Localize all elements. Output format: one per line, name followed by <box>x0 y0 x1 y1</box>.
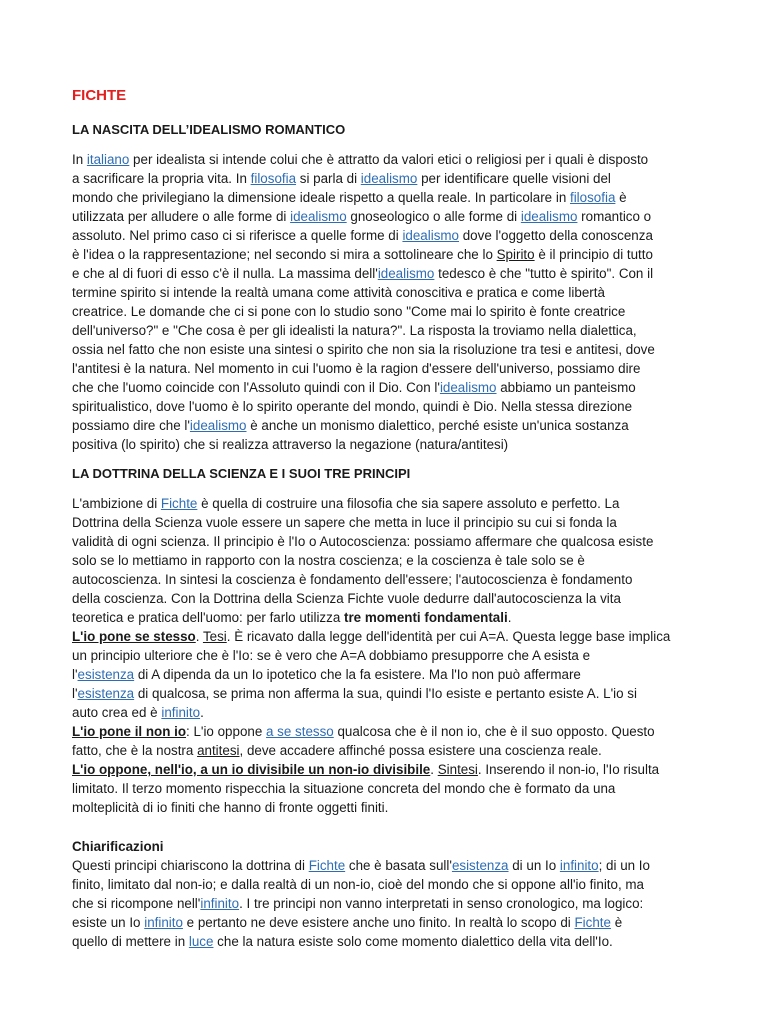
text-run: spiritualistico, dove l'uomo è lo spirito operante del mondo, quindi è Dio. Nella stessa direzione <box>72 399 633 414</box>
text-run: e pertanto ne deve esistere anche uno finito. In realtà lo scopo di <box>182 915 575 930</box>
text-run: L'ambizione di <box>72 496 161 511</box>
text-line <box>72 551 704 570</box>
text-line <box>72 665 704 684</box>
text-run: . <box>507 610 512 625</box>
text-line <box>72 150 704 169</box>
link-idealismo[interactable]: idealismo <box>439 380 497 395</box>
text-line <box>72 646 704 665</box>
principle-label: L'io pone il non io <box>72 724 187 739</box>
text-run: è quella di costruire una filosofia che sia sapere assoluto e perfetto. La <box>197 496 620 511</box>
text-line <box>72 207 704 226</box>
text-run: abbiamo un panteismo <box>496 380 636 395</box>
text-run: ; di un Io <box>598 858 650 873</box>
section-heading-nascita: LA NASCITA DELL’IDEALISMO ROMANTICO <box>72 122 346 137</box>
text-line <box>72 703 704 722</box>
text-run: esiste un Io <box>72 915 145 930</box>
text-run: dell'universo?" e "Che cosa è per gli idealisti la natura?". La risposta la troviamo nella dialettica, <box>72 323 637 338</box>
text-run: teoretica e pratica dell'uomo: per farlo utilizza <box>72 610 344 625</box>
text-run: a sacrificare la propria vita. In <box>72 171 251 186</box>
link-luce[interactable]: luce <box>188 934 214 949</box>
text-line <box>72 378 704 397</box>
text-run: di un Io <box>508 858 560 873</box>
text-run: . <box>200 705 204 720</box>
link-idealismo[interactable]: idealismo <box>189 418 247 433</box>
link-infinito[interactable]: infinito <box>200 896 240 911</box>
text-run: di A dipenda da un Io ipotetico che la fa esistere. Ma l'Io non può affermare <box>134 667 581 682</box>
link-italiano[interactable]: italiano <box>86 152 130 167</box>
link-esistenza[interactable]: esistenza <box>451 858 509 873</box>
text-run: che che l'uomo coincide con l'Assoluto quindi con il Dio. Con l' <box>72 380 440 395</box>
text-line <box>72 302 704 321</box>
text-run: Questi principi chiariscono la dottrina di <box>72 858 309 873</box>
principle-label: L'io pone se stesso <box>72 629 196 644</box>
principle-label: L'io oppone, nell'io, a un io divisibile un non-io divisibile <box>72 762 431 777</box>
link-idealismo[interactable]: idealismo <box>360 171 418 186</box>
text-run: assoluto. Nel primo caso ci si riferisce a quelle forme di <box>72 228 403 243</box>
text-run: e che al di fuori di esso c'è il nulla. La massima dell' <box>72 266 378 281</box>
document-body <box>72 86 704 961</box>
text-run: della coscienza. Con la Dottrina della Scienza Fichte vuole dedurre dall'autocoscienza la vita <box>72 591 621 606</box>
link-infinito[interactable]: infinito <box>559 858 599 873</box>
text-run: solo se lo mettiamo in rapporto con la nostra coscienza; e la coscienza è tale solo se è <box>72 553 585 568</box>
text-line <box>72 741 704 760</box>
link-idealismo[interactable]: idealismo <box>402 228 460 243</box>
link-a-se-stesso[interactable]: a se stesso <box>266 724 334 739</box>
text-run: In <box>72 152 87 167</box>
underlined-term: Tesi <box>202 629 227 644</box>
section-heading-dottrina: LA DOTTRINA DELLA SCIENZA E I SUOI TRE PRINCIPI <box>72 466 411 481</box>
text-run: un principio ulteriore che è l'Io: se è vero che A=A dobbiamo presupporre che A esista e <box>72 648 591 663</box>
text-line <box>72 856 704 875</box>
text-run: è anche un monismo dialettico, perché esiste un'unica sostanza <box>246 418 629 433</box>
text-run: che la natura esiste solo come momento dialettico della vita dell'Io. <box>213 934 613 949</box>
text-line <box>72 894 704 913</box>
link-esistenza[interactable]: esistenza <box>77 667 135 682</box>
text-run: l' <box>72 667 78 682</box>
text-run: : L'io oppone <box>186 724 267 739</box>
text-line <box>72 359 704 378</box>
text-run: che è basata sull' <box>345 858 452 873</box>
text-run: quello di mettere in <box>72 934 189 949</box>
paragraph-nascita <box>72 150 704 454</box>
text-line <box>72 913 704 932</box>
text-line <box>72 513 704 532</box>
text-run: dove l'oggetto della conoscenza <box>459 228 653 243</box>
text-run: mondo che privilegiano la dimensione ideale rispetto a quella reale. In particolare in <box>72 190 570 205</box>
text-line <box>72 608 704 627</box>
text-run: l'antitesi è la natura. Nel momento in cui l'uomo è la ragion d'essere dell'universo, possiamo dire <box>72 361 641 376</box>
text-run: è <box>615 190 627 205</box>
text-run: di qualcosa, se prima non afferma la sua, quindi l'Io esiste e pertanto esiste A. L'io si <box>134 686 637 701</box>
text-run: possiamo dire che l' <box>72 418 190 433</box>
link-filosofia[interactable]: filosofia <box>569 190 616 205</box>
text-line <box>72 532 704 551</box>
text-line <box>72 494 704 513</box>
underlined-term: Sintesi <box>437 762 478 777</box>
text-line <box>72 798 704 817</box>
text-run: qualcosa che è il non io, che è il suo opposto. Questo <box>333 724 655 739</box>
text-run: , deve accadere affinché possa esistere una coscienza reale. <box>239 743 602 758</box>
link-filosofia[interactable]: filosofia <box>250 171 297 186</box>
paragraph-chiarificazioni <box>72 856 704 951</box>
text-run: limitato. Il terzo momento rispecchia la situazione concreta del mondo che è formato da una <box>72 781 616 796</box>
text-run: è il principio di tutto <box>534 247 653 262</box>
text-line <box>72 570 704 589</box>
text-run: gnoseologico o alle forme di <box>346 209 521 224</box>
text-run: finito, limitato dal non-io; e dalla realtà di un non-io, cioè del mondo che si oppone all'io finito, ma <box>72 877 644 892</box>
text-run: ossia nel fatto che non esiste una sintesi o spirito che non sia la risoluzione tra tesi e antitesi, dove <box>72 342 655 357</box>
text-line <box>72 188 704 207</box>
text-run: . Inserendo il non-io, l'Io risulta <box>477 762 660 777</box>
text-line <box>72 779 704 798</box>
text-line <box>72 875 704 894</box>
text-line <box>72 169 704 188</box>
text-run: positiva (lo spirito) che si realizza attraverso la negazione (natura/antitesi) <box>72 437 509 452</box>
link-idealismo[interactable]: idealismo <box>290 209 347 224</box>
text-line <box>72 264 704 283</box>
text-line <box>72 722 704 741</box>
underlined-term: Spirito <box>496 247 535 262</box>
text-run: che si ricompone nell' <box>72 896 201 911</box>
text-line <box>72 760 704 779</box>
spacer <box>72 827 704 837</box>
link-fichte[interactable]: Fichte <box>574 915 611 930</box>
text-run: romantico o <box>577 209 652 224</box>
text-run: autocoscienza. In sintesi la coscienza è fondamento dell'essere; l'autocoscienza è fondamento <box>72 572 633 587</box>
text-line <box>72 684 704 703</box>
link-idealismo[interactable]: idealismo <box>377 266 435 281</box>
text-run: . I tre principi non vanno interpretati in senso cronologico, ma logico: <box>239 896 644 911</box>
text-run: . È ricavato dalla legge dell'identità per cui A=A. Questa legge base implica <box>226 629 671 644</box>
text-run: creatrice. Le domande che ci si pone con lo studio sono "Come mai lo spirito è fonte creatrice <box>72 304 626 319</box>
text-run: per identificare quelle visioni del <box>417 171 611 186</box>
text-run: tedesco è che "tutto è spirito". Con il <box>434 266 654 281</box>
text-line <box>72 245 704 264</box>
text-run: si parla di <box>296 171 361 186</box>
text-run: . <box>430 762 438 777</box>
text-run: validità di ogni scienza. Il principio è l'Io o Autocoscienza: possiamo affermare che qualcosa esiste <box>72 534 654 549</box>
link-fichte[interactable]: Fichte <box>160 496 198 511</box>
text-run: fatto, che è la nostra <box>72 743 198 758</box>
link-idealismo[interactable]: idealismo <box>520 209 578 224</box>
text-line <box>72 397 704 416</box>
text-line <box>72 283 704 302</box>
text-line <box>72 589 704 608</box>
text-run: per idealista si intende colui che è attratto da valori etici o religiosi per i quali è disposto <box>129 152 649 167</box>
text-run: . <box>195 629 203 644</box>
paragraph-dottrina <box>72 494 704 817</box>
text-run: utilizzata per alludere o alle forme di <box>72 209 291 224</box>
bold-text: tre momenti fondamentali <box>344 610 508 625</box>
text-line <box>72 435 704 454</box>
link-fichte[interactable]: Fichte <box>308 858 346 873</box>
text-line <box>72 932 704 951</box>
link-infinito[interactable]: infinito <box>161 705 201 720</box>
text-line <box>72 627 704 646</box>
section-heading-chiarificazioni: Chiarificazioni <box>72 839 164 854</box>
underlined-term: antitesi <box>197 743 240 758</box>
text-run: auto crea ed è <box>72 705 162 720</box>
text-line <box>72 226 704 245</box>
text-run: l' <box>72 686 78 701</box>
text-line <box>72 340 704 359</box>
text-line <box>72 321 704 340</box>
link-esistenza[interactable]: esistenza <box>77 686 135 701</box>
text-line <box>72 416 704 435</box>
text-run: è l'idea o la rappresentazione; nel secondo si mira a sottolineare che lo <box>72 247 497 262</box>
text-run: Dottrina della Scienza vuole essere un sapere che metta in luce il principio su cui si fonda la <box>72 515 617 530</box>
text-run: termine spirito si intende la realtà umana come attività conoscitiva e pratica e come libertà <box>72 285 605 300</box>
text-run: è <box>610 915 623 930</box>
page-title: FICHTE <box>72 87 127 104</box>
text-run: molteplicità di io finiti che hanno di fronte oggetti finiti. <box>72 800 389 815</box>
link-infinito[interactable]: infinito <box>144 915 183 930</box>
